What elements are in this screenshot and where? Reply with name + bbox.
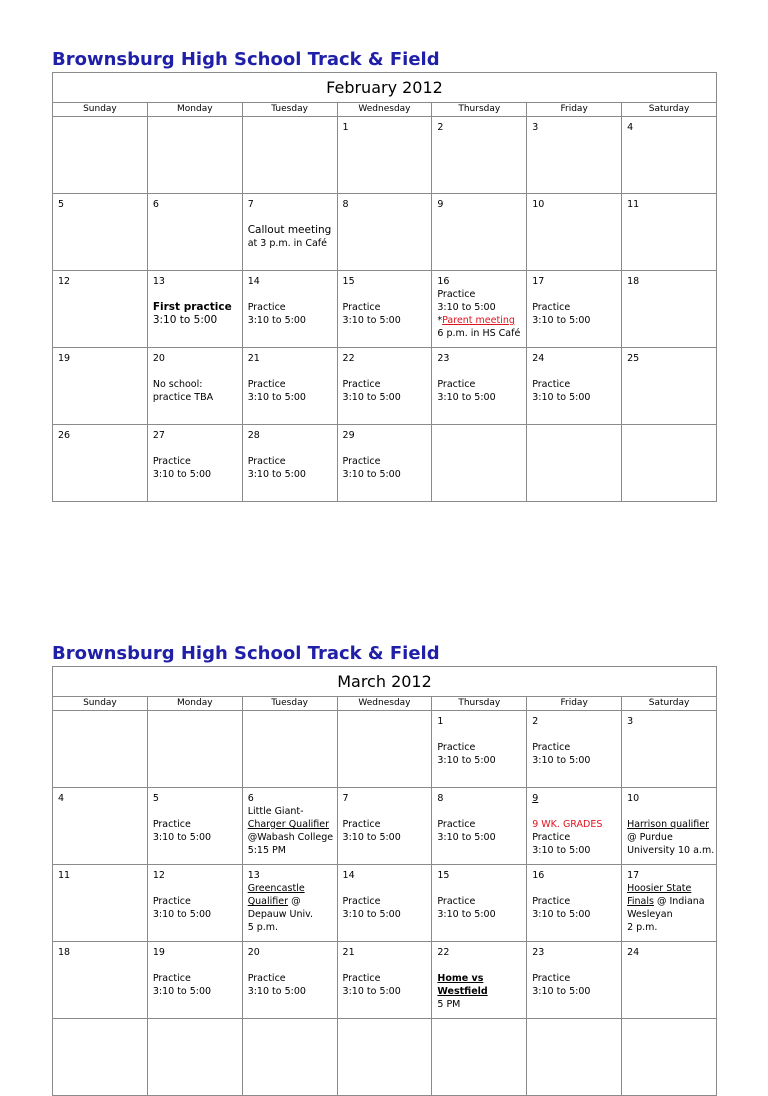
day-number: 6 — [247, 793, 254, 804]
day-cell — [242, 865, 337, 942]
day-number: 18 — [627, 276, 640, 287]
day-cell — [337, 348, 432, 425]
day-cell — [337, 271, 432, 348]
march-table — [52, 666, 717, 1096]
event-text: Practice — [342, 379, 381, 390]
day-number: 24 — [532, 353, 545, 364]
event-text: Greencastle — [247, 883, 305, 894]
event-text: Hoosier State — [627, 883, 692, 894]
week-row — [53, 194, 717, 271]
event-text: 3:10 to 5:00 — [342, 392, 401, 403]
day-number: 13 — [152, 276, 165, 287]
event-text: Practice — [247, 456, 286, 467]
day-header-thursday: Thursday — [432, 697, 527, 711]
day-number: 24 — [627, 947, 640, 958]
event-text: Practice — [152, 456, 191, 467]
parent-meeting-text: Parent meeting — [442, 315, 515, 326]
event-text: @ Indiana — [656, 896, 705, 907]
event-text: 3:10 to 5:00 — [152, 832, 212, 843]
day-cell — [147, 942, 242, 1019]
day-cell — [432, 348, 527, 425]
day-cell — [527, 271, 622, 348]
event-text: 3:10 to 5:00 — [247, 315, 306, 326]
day-number: 4 — [58, 793, 65, 804]
day-cell — [432, 271, 527, 348]
day-number: 3 — [627, 716, 634, 727]
event-text: Harrison qualifier — [627, 819, 709, 830]
week-row — [53, 348, 717, 425]
event-text: Practice — [437, 379, 476, 390]
day-header-friday: Friday — [527, 103, 622, 117]
day-number: 23 — [437, 353, 450, 364]
day-number: 18 — [58, 947, 71, 958]
day-cell — [53, 271, 148, 348]
day-cell — [432, 942, 527, 1019]
event-text: @Wabash College — [247, 832, 334, 843]
event-text: Practice — [437, 289, 476, 300]
day-cell — [53, 425, 148, 502]
day-cell — [242, 425, 337, 502]
day-number: 8 — [342, 199, 349, 210]
day-cell — [147, 425, 242, 502]
day-cell — [53, 348, 148, 425]
day-header-wednesday: Wednesday — [337, 103, 432, 117]
week-row — [53, 425, 717, 502]
day-cell — [147, 1019, 242, 1096]
week-row — [53, 865, 717, 942]
event-text: Little Giant- — [247, 806, 304, 817]
event-text: 3:10 to 5:00 — [532, 392, 591, 403]
event-text: Callout meeting — [247, 224, 332, 236]
day-number: 25 — [627, 353, 640, 364]
day-cell — [622, 1019, 717, 1096]
day-cell — [53, 1019, 148, 1096]
month-title: February 2012 — [53, 73, 717, 103]
day-number: 29 — [342, 430, 355, 441]
week-row — [53, 942, 717, 1019]
event-text: 3:10 to 5:00 — [342, 469, 401, 480]
event-text: Practice — [532, 896, 571, 907]
day-header-friday: Friday — [527, 697, 622, 711]
day-header-tuesday: Tuesday — [242, 103, 337, 117]
asterisk: * — [437, 315, 443, 326]
day-cell — [53, 942, 148, 1019]
event-text: 3:10 to 5:00 — [247, 469, 306, 480]
week-row — [53, 1019, 717, 1096]
day-number: 13 — [247, 870, 260, 881]
day-cell — [622, 788, 717, 865]
day-cell — [53, 194, 148, 271]
day-number: 22 — [437, 947, 450, 958]
day-cell — [432, 788, 527, 865]
day-number: 16 — [532, 870, 545, 881]
day-number: 21 — [342, 947, 355, 958]
day-number: 9 — [437, 199, 444, 210]
day-cell — [527, 425, 622, 502]
day-cell — [53, 711, 148, 788]
event-text: 3:10 to 5:00 — [437, 909, 496, 920]
day-header-wednesday: Wednesday — [337, 697, 432, 711]
event-text: 3:10 to 5:00 — [532, 755, 591, 766]
event-text: Practice — [532, 379, 571, 390]
day-cell — [622, 117, 717, 194]
event-text: 3:10 to 5:00 — [152, 469, 212, 480]
day-cell — [432, 865, 527, 942]
day-number: 1 — [342, 122, 349, 133]
day-cell — [622, 194, 717, 271]
event-text: 6 p.m. in HS Café — [437, 328, 521, 339]
event-text: 3:10 to 5:00 — [437, 832, 496, 843]
day-cell — [147, 117, 242, 194]
week-row — [53, 711, 717, 788]
day-cell — [337, 1019, 432, 1096]
day-number: 17 — [627, 870, 640, 881]
day-header-saturday: Saturday — [622, 697, 717, 711]
day-number: 10 — [627, 793, 640, 804]
event-text: 3:10 to 5:00 — [342, 315, 401, 326]
event-text: 3:10 to 5:00 — [152, 986, 212, 997]
day-cell — [147, 865, 242, 942]
week-row — [53, 788, 717, 865]
event-text: 3:10 to 5:00 — [247, 986, 306, 997]
day-number: 22 — [342, 353, 355, 364]
event-text: Practice — [532, 742, 571, 753]
day-header-sunday: Sunday — [53, 103, 148, 117]
event-text: at 3 p.m. in Café — [247, 238, 327, 249]
event-text: Wesleyan — [627, 909, 673, 920]
day-number: 2 — [532, 716, 539, 727]
event-text: 3:10 to 5:00 — [532, 909, 591, 920]
event-text: @ Purdue — [627, 832, 673, 843]
event-text: Practice — [342, 456, 381, 467]
day-number: 4 — [627, 122, 634, 133]
day-header-monday: Monday — [147, 103, 242, 117]
event-text: Practice — [437, 896, 476, 907]
day-number: 23 — [532, 947, 545, 958]
day-number: 12 — [152, 870, 165, 881]
event-text: 5 p.m. — [247, 922, 279, 933]
event-text: Practice — [437, 742, 476, 753]
day-number: 28 — [247, 430, 260, 441]
week-row — [53, 117, 717, 194]
day-cell — [147, 788, 242, 865]
event-text: No school: — [152, 379, 203, 390]
event-text: 3:10 to 5:00 — [532, 315, 591, 326]
day-cell — [622, 942, 717, 1019]
event-text: @ — [291, 896, 301, 907]
event-text: 3:10 to 5:00 — [152, 909, 212, 920]
calendar-heading: Brownsburg High School Track & Field — [52, 49, 440, 70]
day-number: 10 — [532, 199, 545, 210]
day-number: 20 — [247, 947, 260, 958]
day-cell — [337, 117, 432, 194]
day-number: 11 — [58, 870, 71, 881]
day-cell — [527, 942, 622, 1019]
event-text: Home vs — [437, 973, 484, 984]
day-cell — [337, 711, 432, 788]
day-number: 14 — [342, 870, 355, 881]
event-text: Practice — [247, 973, 286, 984]
day-cell — [527, 194, 622, 271]
day-header-monday: Monday — [147, 697, 242, 711]
event-text: 5:15 PM — [247, 845, 286, 856]
day-cell — [242, 711, 337, 788]
event-text: 3:10 to 5:00 — [532, 845, 591, 856]
event-text: Practice — [342, 819, 381, 830]
day-number: 17 — [532, 276, 545, 287]
event-text: 3:10 to 5:00 — [247, 392, 306, 403]
day-cell — [622, 271, 717, 348]
event-text: Westfield — [437, 986, 488, 997]
calendar-heading: Brownsburg High School Track & Field — [52, 643, 440, 664]
day-number: 7 — [342, 793, 349, 804]
day-cell — [147, 271, 242, 348]
day-cell — [432, 425, 527, 502]
event-text: Practice — [342, 896, 381, 907]
day-number: 19 — [152, 947, 165, 958]
event-text: 5 PM — [437, 999, 461, 1010]
event-text: Practice — [152, 819, 191, 830]
day-cell — [242, 1019, 337, 1096]
event-text: Practice — [342, 302, 381, 313]
week-row — [53, 271, 717, 348]
day-number: 14 — [247, 276, 260, 287]
event-text: Depauw Univ. — [247, 909, 314, 920]
day-cell — [242, 942, 337, 1019]
day-number: 5 — [58, 199, 65, 210]
day-number: 11 — [627, 199, 640, 210]
event-text: 3:10 to 5:00 — [342, 986, 401, 997]
event-text: University 10 a.m. — [627, 845, 715, 856]
day-cell — [337, 425, 432, 502]
event-text: Practice — [342, 973, 381, 984]
event-text: Practice — [532, 973, 571, 984]
event-text: practice TBA — [152, 392, 214, 403]
day-cell — [147, 194, 242, 271]
day-cell — [53, 865, 148, 942]
event-text: Finals — [627, 896, 654, 907]
day-cell — [622, 711, 717, 788]
day-cell — [527, 865, 622, 942]
day-number: 26 — [58, 430, 71, 441]
day-cell — [527, 788, 622, 865]
event-text: Practice — [152, 896, 191, 907]
day-cell — [53, 788, 148, 865]
day-number: 7 — [247, 199, 254, 210]
day-number: 19 — [58, 353, 71, 364]
grades-text: 9 WK. GRADES — [532, 819, 603, 830]
day-number: 6 — [152, 199, 159, 210]
day-cell — [622, 865, 717, 942]
event-text: Charger Qualifier — [247, 819, 330, 830]
day-number: 12 — [58, 276, 71, 287]
day-number: 15 — [437, 870, 450, 881]
event-text: 3:10 to 5:00 — [532, 986, 591, 997]
day-cell — [337, 194, 432, 271]
event-text: First practice — [152, 301, 232, 313]
day-number: 16 — [437, 276, 450, 287]
day-number: 20 — [152, 353, 165, 364]
event-text: 3:10 to 5:00 — [342, 832, 401, 843]
day-cell — [527, 1019, 622, 1096]
day-cell — [147, 711, 242, 788]
event-text: 3:10 to 5:00 — [437, 755, 496, 766]
day-cell — [432, 194, 527, 271]
day-cell — [432, 1019, 527, 1096]
day-cell — [432, 117, 527, 194]
day-cell — [242, 788, 337, 865]
february-calendar — [52, 48, 717, 502]
day-cell — [527, 348, 622, 425]
event-text: Practice — [247, 379, 286, 390]
day-header-tuesday: Tuesday — [242, 697, 337, 711]
event-text: 3:10 to 5:00 — [342, 909, 401, 920]
day-cell — [242, 117, 337, 194]
day-cell — [53, 117, 148, 194]
event-text: Practice — [532, 832, 571, 843]
day-cell — [147, 348, 242, 425]
march-calendar — [52, 642, 717, 1096]
day-cell — [337, 942, 432, 1019]
day-number: 1 — [437, 716, 444, 727]
day-cell — [527, 711, 622, 788]
day-cell — [242, 348, 337, 425]
event-text: 3:10 to 5:00 — [437, 392, 496, 403]
day-number: 21 — [247, 353, 260, 364]
day-header-sunday: Sunday — [53, 697, 148, 711]
day-number: 8 — [437, 793, 444, 804]
day-number: 15 — [342, 276, 355, 287]
event-text: Practice — [247, 302, 286, 313]
day-header-saturday: Saturday — [622, 103, 717, 117]
day-cell — [337, 788, 432, 865]
day-cell — [527, 117, 622, 194]
day-cell — [622, 348, 717, 425]
month-title: March 2012 — [53, 667, 717, 697]
day-number: 3 — [532, 122, 539, 133]
day-cell — [432, 711, 527, 788]
event-text: Practice — [152, 973, 191, 984]
event-text: 3:10 to 5:00 — [152, 314, 218, 326]
day-number: 27 — [152, 430, 165, 441]
day-number: 2 — [437, 122, 444, 133]
event-text: 3:10 to 5:00 — [437, 302, 496, 313]
day-header-thursday: Thursday — [432, 103, 527, 117]
event-text: Practice — [532, 302, 571, 313]
event-text: Qualifier — [247, 896, 289, 907]
day-number: 9 — [532, 793, 539, 804]
day-cell — [242, 271, 337, 348]
event-text: Practice — [437, 819, 476, 830]
day-cell — [242, 194, 337, 271]
day-cell — [337, 865, 432, 942]
day-cell — [622, 425, 717, 502]
february-table — [52, 72, 717, 502]
day-number: 5 — [152, 793, 159, 804]
event-text: 2 p.m. — [627, 922, 658, 933]
